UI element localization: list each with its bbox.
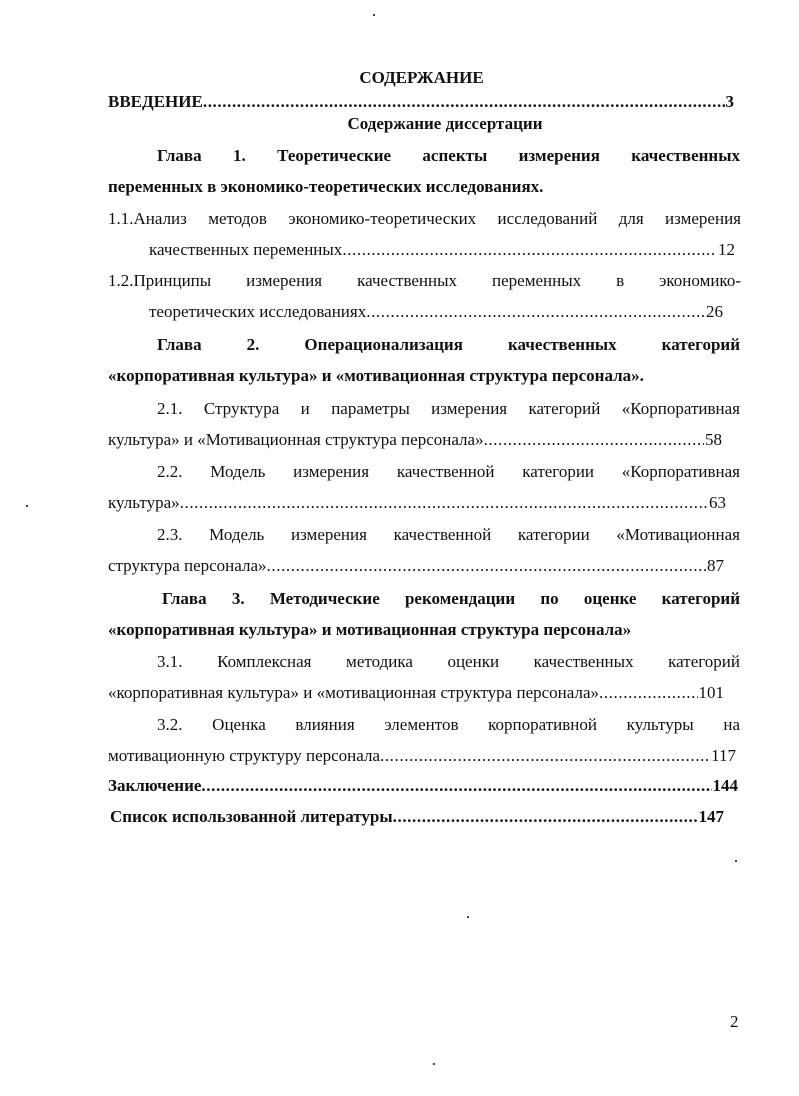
toc-entry-page: 87 (707, 556, 724, 575)
page-title: СОДЕРЖАНИЕ (359, 68, 484, 87)
section-1-1: 1.1.Анализ методов экономико-теоретических исследований для измерения (108, 209, 741, 228)
scan-speck (467, 916, 469, 918)
dot-leader (366, 302, 705, 322)
toc-entry-label: Заключение (108, 776, 202, 795)
section-2-3: 2.3. Модель измерения качественной категории «Мотивационная (157, 525, 740, 544)
dot-leader (380, 746, 710, 766)
section-2-2: 2.2. Модель измерения качественной категории «Корпоративная (157, 462, 740, 481)
toc-entry-page: 58 (705, 430, 722, 449)
toc-entry-page: 144 (712, 776, 738, 795)
toc-entry-page: 117 (711, 746, 736, 765)
toc-entry-page: 26 (706, 302, 723, 321)
dot-leader (393, 807, 698, 827)
section-3-2-entry (108, 746, 736, 766)
section-3-2: 3.2. Оценка влияния элементов корпоративной культуры на (157, 715, 740, 734)
section-3-1: 3.1. Комплексная методика оценки качественных категорий (157, 652, 740, 671)
dot-leader (180, 493, 708, 513)
section-3-1-entry (108, 683, 724, 703)
toc-entry-bibliography (110, 807, 724, 827)
toc-entry-page: 101 (698, 683, 724, 702)
chapter-3-heading-cont: «корпоративная культура» и мотивационная структура персонала» (108, 620, 632, 639)
chapter-2-heading: Глава 2. Операционализация качественных категорий (157, 335, 740, 354)
subtitle: Содержание диссертации (347, 114, 543, 133)
section-1-2: 1.2.Принципы измерения качественных переменных в экономико- (108, 271, 741, 290)
chapter-1-heading: Глава 1. Теоретические аспекты измерения качественных (157, 146, 740, 165)
chapter-1-heading-cont: переменных в экономико-теоретических исследованиях. (108, 177, 544, 196)
section-2-1-entry (108, 430, 722, 450)
toc-entry-label: культура» и «Мотивационная структура персонала» (108, 430, 484, 449)
section-1-1-entry (149, 240, 735, 260)
dot-leader (599, 683, 698, 703)
toc-entry-conclusion (108, 776, 738, 796)
dot-leader (342, 240, 717, 260)
toc-entry-label: качественных переменных (149, 240, 343, 259)
scan-speck (735, 860, 737, 862)
toc-entry-label: «корпоративная культура» и «мотивационная структура персонала» (108, 683, 599, 702)
toc-entry-intro (108, 92, 734, 112)
toc-entry-label: ВВЕДЕНИЕ (108, 92, 203, 111)
chapter-3-heading: Глава 3. Методические рекомендации по оценке категорий (162, 589, 740, 608)
toc-entry-page: 3 (725, 92, 734, 111)
dot-leader (203, 92, 725, 112)
toc-entry-label: мотивационную структуру персонала (108, 746, 380, 765)
toc-entry-label: теоретических исследованиях (149, 302, 367, 321)
section-2-2-entry (108, 493, 726, 513)
scan-speck (433, 1063, 435, 1065)
dot-leader (267, 556, 706, 576)
toc-entry-label: культура» (108, 493, 180, 512)
scan-speck (26, 505, 28, 507)
toc-entry-page: 63 (709, 493, 726, 512)
dot-leader (484, 430, 704, 450)
chapter-2-heading-cont: «корпоративная культура» и «мотивационная структура персонала». (108, 366, 644, 385)
scan-speck (373, 14, 375, 16)
section-1-2-entry (149, 302, 723, 322)
toc-entry-label: Список использованной литературы (110, 807, 393, 826)
page-number: 2 (730, 1012, 739, 1031)
section-2-1: 2.1. Структура и параметры измерения категорий «Корпоративная (157, 399, 740, 418)
toc-entry-label: структура персонала» (108, 556, 267, 575)
dot-leader (201, 776, 711, 796)
section-2-3-entry (108, 556, 724, 576)
toc-entry-page: 12 (718, 240, 735, 259)
toc-entry-page: 147 (698, 807, 724, 826)
